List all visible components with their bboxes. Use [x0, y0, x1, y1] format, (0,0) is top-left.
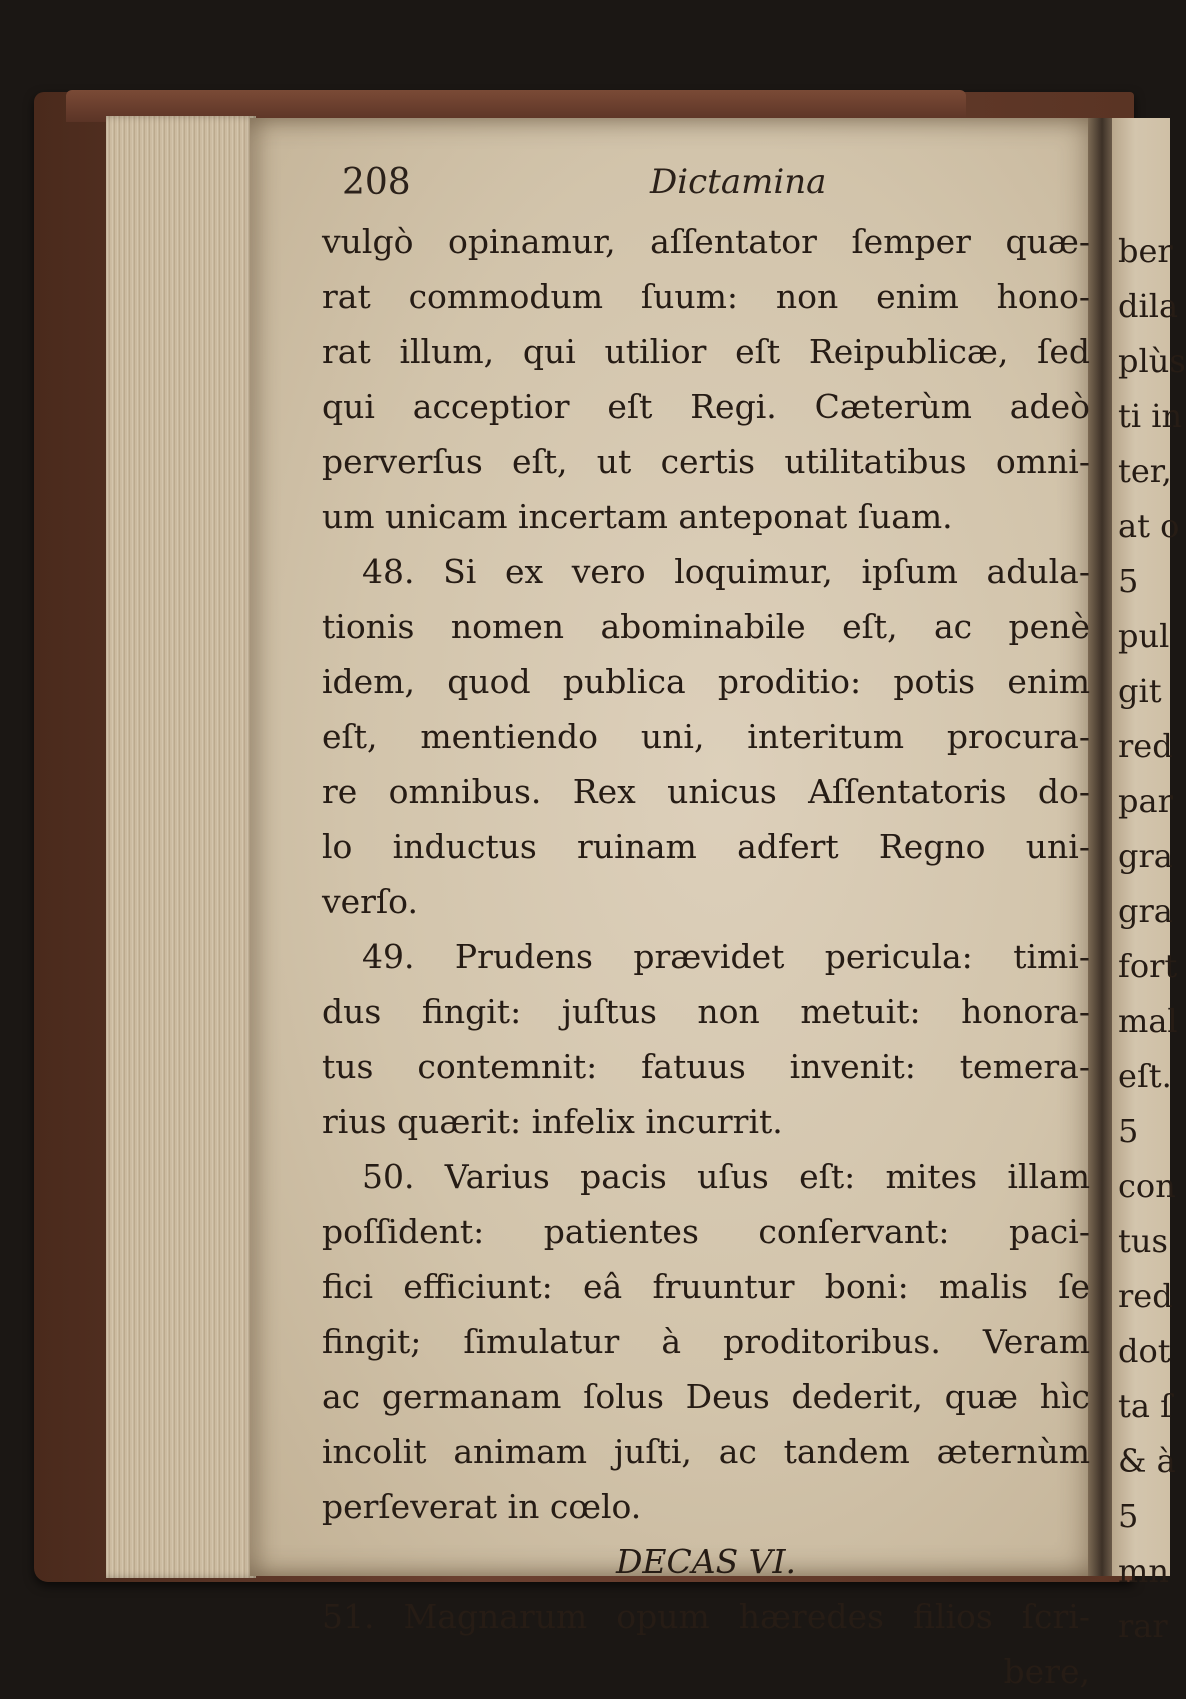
right-page-fragment: red — [1118, 727, 1173, 765]
right-page-fragment: dila — [1118, 287, 1179, 325]
right-page-text — [1112, 224, 1186, 1654]
right-page-fragment: eſt. — [1118, 1057, 1172, 1095]
right-page-fragment: ta ſ — [1118, 1387, 1172, 1425]
running-title: Dictamina — [650, 162, 827, 202]
text-line: perverſus eſt, ut certis utilitatibus omni- — [322, 442, 1090, 481]
text-line: eſt, mentiendo uni, interitum procura- — [322, 717, 1090, 756]
right-page-fragment: ti in — [1118, 397, 1183, 435]
right-page-fragment: gra — [1118, 837, 1173, 875]
right-page-fragment: con — [1118, 1167, 1176, 1205]
right-page-fragment: par — [1118, 782, 1173, 820]
right-page — [1112, 118, 1186, 1645]
text-line: 50. Varius pacis uſus eſt: mites illam — [362, 1157, 1090, 1196]
text-line: qui acceptior eſt Regi. Cæterùm adeò — [322, 387, 1090, 426]
right-page-fragment: & à — [1118, 1442, 1176, 1480]
right-page-fragment: plùs — [1118, 342, 1186, 380]
right-page-fragment: 5 — [1118, 1112, 1139, 1150]
text-line: 49. Prudens prævidet pericula: timi- — [362, 937, 1090, 976]
text-line: incolit animam juſti, ac tandem æternùm — [322, 1432, 1090, 1471]
page-body — [322, 214, 1090, 1699]
right-page-fragment: fort — [1118, 947, 1178, 985]
text-line: perſeverat in cœlo. — [322, 1487, 642, 1526]
page-header — [342, 162, 1102, 212]
text-line: poſſident: patientes conſervant: paci- — [322, 1212, 1090, 1251]
page-number: 208 — [342, 162, 411, 203]
page-edges — [106, 116, 256, 1578]
text-line: dus fingit: juſtus non metuit: honora- — [322, 992, 1090, 1031]
right-page-fragment: mn — [1118, 1552, 1169, 1590]
right-page-fragment: ber — [1118, 232, 1173, 270]
text-line: tus contemnit: fatuus invenit: temera- — [322, 1047, 1090, 1086]
right-page-fragment: gra — [1118, 892, 1173, 930]
right-page-fragment: pul — [1118, 617, 1170, 655]
text-line: tionis nomen abominabile eſt, ac penè — [322, 607, 1090, 646]
text-line: rius quærit: infelix incurrit. — [322, 1102, 783, 1141]
right-page-fragment: 5 — [1118, 562, 1139, 600]
text-line: fici efficiunt: eâ fruuntur boni: malis ſe — [322, 1267, 1090, 1306]
text-line: fingit; ſimulatur à proditoribus. Veram — [322, 1322, 1090, 1361]
right-page-fragment: rar — [1118, 1607, 1168, 1645]
right-page-fragment: tus — [1118, 1222, 1168, 1260]
right-page-fragment: 5 — [1118, 1497, 1139, 1535]
right-page-fragment: red — [1118, 1277, 1173, 1315]
right-page-fragment: dot — [1118, 1332, 1171, 1370]
section-heading: DECAS VI. — [615, 1542, 797, 1581]
right-page-fragment: git — [1118, 672, 1162, 710]
text-line: rat illum, qui utilior eſt Reipublicæ, ſed — [322, 332, 1090, 371]
right-page-fragment: mal — [1118, 1002, 1178, 1040]
text-line: ac germanam ſolus Deus dederit, quæ hìc — [322, 1377, 1090, 1416]
catchword: bere, — [1003, 1652, 1090, 1691]
text-line: rat commodum ſuum: non enim hono- — [322, 277, 1090, 316]
right-page-fragment: at o — [1118, 507, 1180, 545]
text-line: re omnibus. Rex unicus Aſſentatoris do- — [322, 772, 1090, 811]
text-line: vulgò opinamur, aſſentator ſemper quæ- — [322, 222, 1090, 261]
text-line: 48. Si ex vero loquimur, ipſum adula- — [362, 552, 1090, 591]
text-line: lo inductus ruinam adfert Regno uni- — [322, 827, 1090, 866]
right-page-fragment: ter, — [1118, 452, 1172, 490]
text-line: um unicam incertam anteponat ſuam. — [322, 497, 953, 536]
text-line: 51. Magnarum opum hæredes filios ſcri- — [322, 1597, 1090, 1636]
text-line: idem, quod publica proditio: potis enim — [322, 662, 1090, 701]
text-line: verſo. — [322, 882, 418, 921]
